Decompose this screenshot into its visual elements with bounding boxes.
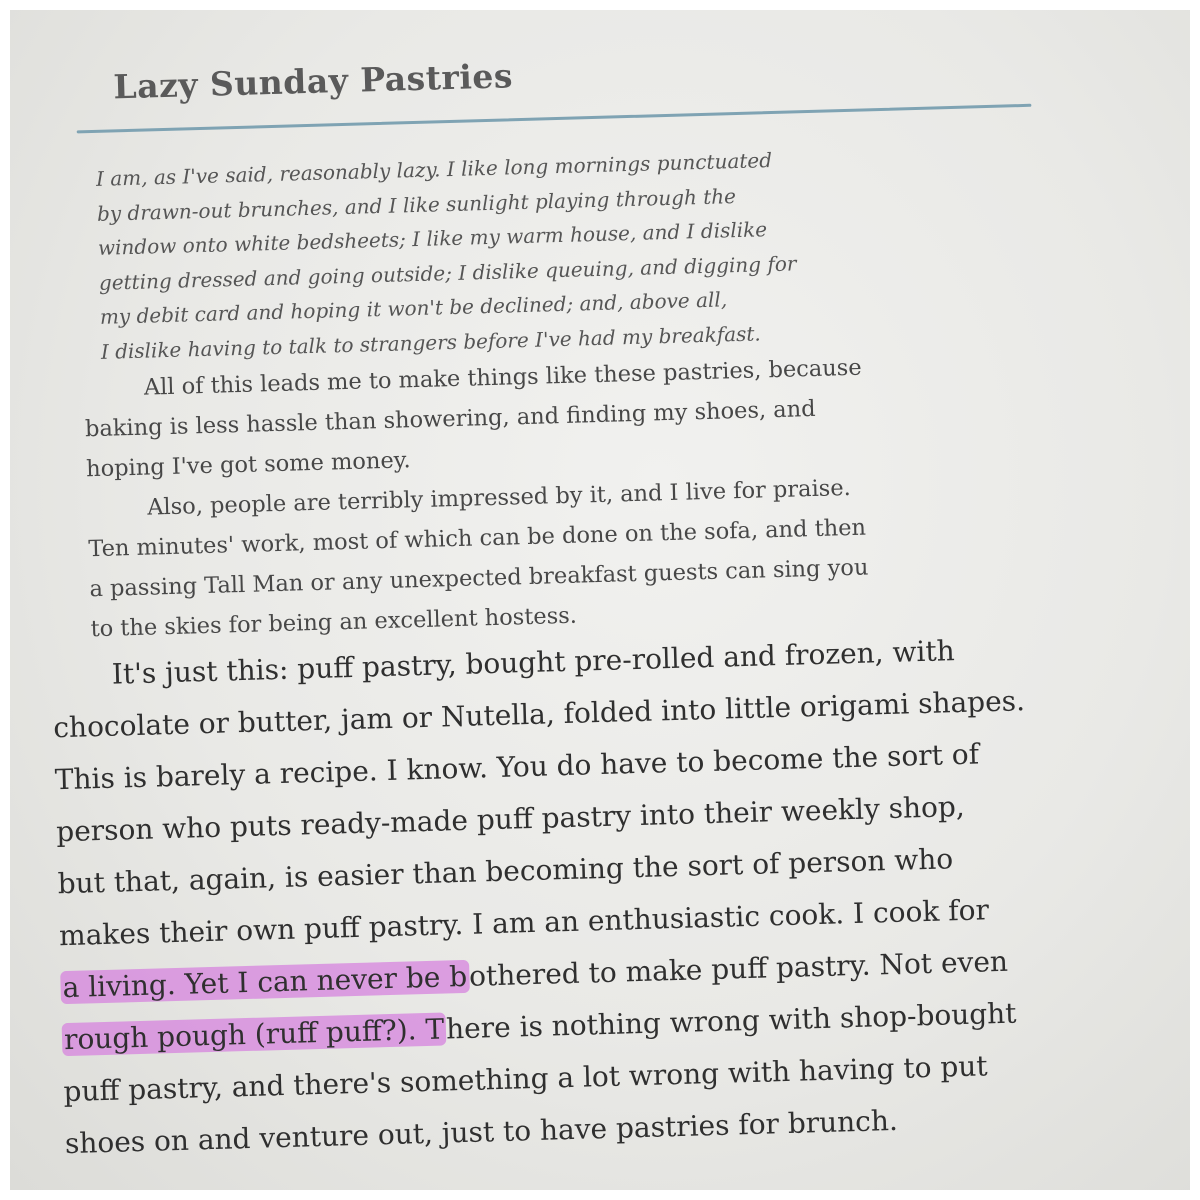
intro-paragraph xyxy=(96,142,799,368)
text-line: my debit card and hoping it won't be declined; and, above all, xyxy=(99,287,728,329)
text-line: All of this leads me to make things like these pastries, because xyxy=(143,354,862,401)
text-line: window onto white bedsheets; I like my warm house, and I dislike xyxy=(97,217,768,260)
text-line: puff pastry, and there's something a lot wrong with having to put xyxy=(63,1049,988,1109)
text-fragment: here is nothing wrong with shop-bought xyxy=(445,996,1017,1046)
page-title: Lazy Sunday Pastries xyxy=(112,56,514,107)
text-line: It's just this: puff pastry, bought pre-rolled and frozen, with xyxy=(111,634,956,691)
text-line: baking is less hassle than showering, and finding my shoes, and xyxy=(84,395,816,443)
book-page-photo xyxy=(10,10,1190,1190)
text-line: by drawn-out brunches, and I like sunlight playing through the xyxy=(96,183,737,226)
main-paragraph xyxy=(51,623,1037,1170)
text-line: I am, as I've said, reasonably lazy. I like long mornings punctuated xyxy=(95,148,773,191)
text-line: hoping I've got some money. xyxy=(85,447,411,483)
highlighter-mark: rough pough (ruff puff?). T xyxy=(63,1012,445,1057)
text-line: makes their own puff pastry. I am an enthusiastic cook. I cook for xyxy=(58,893,990,953)
text-line: person who puts ready-made puff pastry into their weekly shop, xyxy=(55,789,966,849)
text-line: Also, people are terribly impressed by it, and I live for praise. xyxy=(146,474,852,521)
body-paragraphs xyxy=(83,348,870,650)
book-page xyxy=(10,10,1190,1190)
text-line: shoes on and venture out, just to have pastries for brunch. xyxy=(64,1103,899,1161)
text-line: to the skies for being an excellent hostess. xyxy=(90,602,578,643)
highlighter-mark: a living. Yet I can never be b xyxy=(62,959,468,1005)
text-line: chocolate or butter, jam or Nutella, folded into little origami shapes. xyxy=(52,684,1026,745)
text-line: but that, again, is easier than becoming the sort of person who xyxy=(57,842,954,901)
text-line: This is barely a recipe. I know. You do have to become the sort of xyxy=(54,737,980,797)
text-line: Ten minutes' work, most of which can be done on the sofa, and then xyxy=(88,514,867,563)
text-line: I dislike having to talk to strangers before I've had my breakfast. xyxy=(100,320,762,364)
text-fragment: othered to make puff pastry. Not even xyxy=(468,944,1009,993)
text-line: getting dressed and going outside; I dislike queuing, and digging for xyxy=(98,250,797,295)
title-underline-rule xyxy=(77,104,1032,134)
text-line: a passing Tall Man or any unexpected breakfast guests can sing you xyxy=(89,554,869,603)
